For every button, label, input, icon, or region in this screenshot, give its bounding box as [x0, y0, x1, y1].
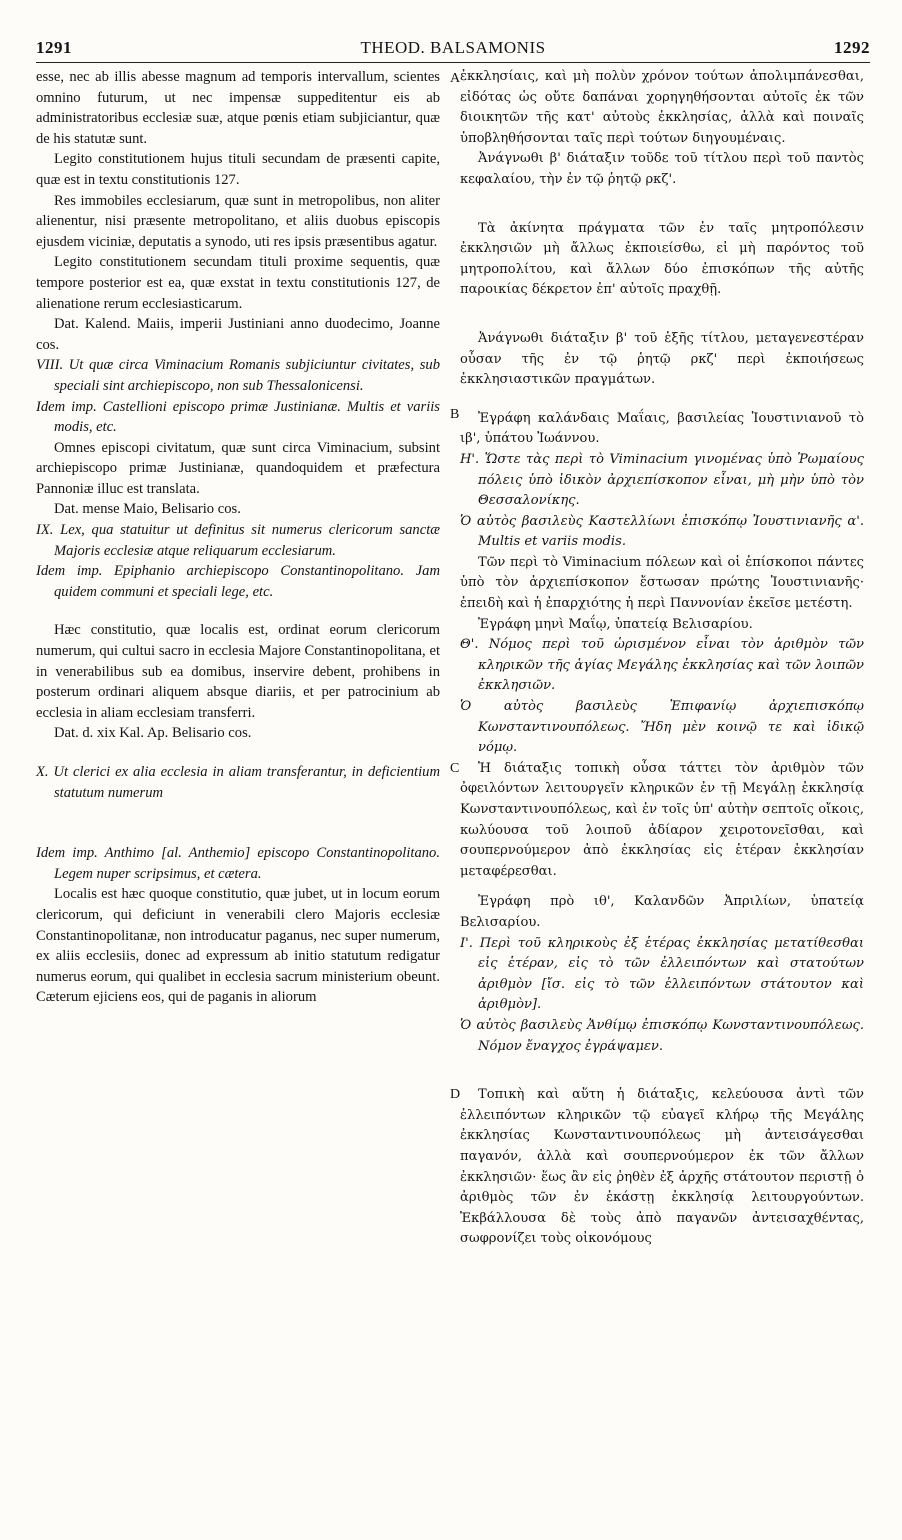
- margin-marker-b: B: [450, 407, 460, 422]
- greek-paragraph: Τῶν περὶ τὸ Viminacium πόλεων καὶ οἱ ἐπίσκοποι πάντες ὑπὸ τὸν ἀρχιεπίσκοπον ἔστωσαν πρώτης Ἰουστινιανῆς· ἐπειδὴ καὶ ἡ ἐπαρχιότης ἡ περὶ Παννονίαν ἐκεῖσε μετέστη.: [460, 554, 864, 612]
- greek-paragraph: Τὰ ἀκίνητα πράγματα τῶν ἐν ταῖς μητροπόλεσιν ἐκκλησιῶν μὴ ἄλλως ἐκποιείσθω, εἰ μὴ παρόντος τοῦ μητροπολίτου, καὶ ἄλλων δύο ἐπισκόπων τῆς αὐτῆς παροικίας δέκρετον ἐπ' αὐτοῖς πραχθῇ.: [460, 220, 864, 298]
- page-number-right: 1292: [834, 38, 870, 57]
- latin-paragraph: Hæc constitutio, quæ localis est, ordinat eorum clericorum numerum, qui cultui sacro in ecclesia Majore Constantinopolitana, et in venerabilibus sub ea domibus, inservire debent, prohibens in posterum ordinari aliquem absque diariis, et per patrocinium ab ecclesia in aliam ecclesiam transferri.: [36, 622, 440, 721]
- greek-paragraph: Ἀνάγνωθι διάταξιν β' τοῦ ἑξῆς τίτλου, μεταγενεστέραν οὖσαν τῆς ἐν τῷ ῥητῷ ρκζ' περὶ ἐκποιήσεως ἐκκλησιαστικῶν πραγμάτων.: [460, 330, 864, 388]
- greek-inscription: Ὁ αὐτὸς βασιλεὺς Ἐπιφανίῳ ἀρχιεπισκόπῳ Κωνσταντινουπόλεως. Ἤδη μὲν κοινῷ τε καὶ ἰδικῷ νόμῳ.: [460, 699, 864, 756]
- greek-inscription: Ὁ αὐτὸς βασιλεὺς Καστελλίωνι ἐπισκόπῳ Ἰουστινιανῆς α'. Multis et variis modis.: [460, 513, 864, 550]
- greek-dating: Ἐγράφη καλάνδαις Μαΐαις, βασιλείας Ἰουστινιανοῦ τὸ ιβ', ὑπάτου Ἰωάννου.: [460, 410, 864, 447]
- latin-paragraph: Localis est hæc quoque constitutio, quæ jubet, ut in locum eorum clericorum, qui deficiunt in venerabili clero Majoris ecclesiæ Constantinopolitanæ, non introducatur paganus, nec super numerum, ex aliis ecclesiis, donec ad expressum ab initio statutum redigatur numerus eorum, qui qualibet in ecclesia sacrum ministerium obeunt. Cæterum ejiciens eos, qui de paganis in aliorum: [36, 886, 440, 1006]
- latin-inscription: Idem imp. Epiphanio archiepiscopo Constantinopolitano. Jam quidem communi et speciali lege, etc.: [36, 563, 440, 600]
- latin-inscription: Idem imp. Castellioni episcopo primæ Justinianæ. Multis et variis modis, etc.: [36, 398, 440, 436]
- latin-dating: Dat. mense Maio, Belisario cos.: [54, 501, 241, 518]
- greek-dating: Ἐγράφη μηνὶ Μαΐῳ, ὑπατείᾳ Βελισαρίου.: [478, 616, 753, 632]
- latin-paragraph: Legito constitutionem secundam tituli proxime sequentis, quæ tempore posterior est ea, quæ exstat in textu constitutionis 127, de alienatione rerum ecclesiasticarum.: [36, 254, 440, 312]
- latin-dating: Dat. Kalend. Maiis, imperii Justiniani anno duodecimo, Joanne cos.: [36, 316, 440, 353]
- greek-column: [460, 67, 864, 1250]
- latin-heading-ix: IX. Lex, qua statuitur ut definitus sit numerus clericorum sanctæ Majoris ecclesiæ atque reliquarum ecclesiarum.: [36, 522, 440, 559]
- latin-heading-viii: VIII. Ut quæ circa Viminacium Romanis subjiciuntur civitates, sub speciali sint archiepiscopo, non sub Thessalonicensi.: [36, 357, 440, 394]
- greek-heading-x: Ι'. Περὶ τοῦ κληρικοὺς ἐξ ἑτέρας ἐκκλησίας μετατίθεσθαι εἰς ἑτέραν, εἰς τὸ τῶν ἐλλειπόντων καὶ στατούτων ἀριθμὸν [ἴσ. εἰς τὸ τῶν ἐλλειπόντων στάτουτον καὶ ἀριθμὸν].: [460, 935, 864, 1013]
- running-title: THEOD. BALSAMONIS: [360, 38, 546, 57]
- latin-paragraph: Legito constitutionem hujus tituli secundam de præsenti capite, quæ est in textu constitutionis 127.: [36, 151, 440, 188]
- latin-heading-x: X. Ut clerici ex alia ecclesia in aliam transferantur, in deficientium statutum numerum: [36, 764, 440, 801]
- margin-marker-a: A: [450, 71, 461, 86]
- greek-paragraph: Ἡ διάταξις τοπικὴ οὖσα τάττει τὸν ἀριθμὸν τῶν ὀφειλόντων λειτουργεῖν κληρικῶν ἐν τῇ Μεγάλῃ ἐκκλησίᾳ Κωνσταντινουπόλεως, καὶ ἐν τοῖς ὑπ' αὐτὴν σεπτοῖς οἴκοις, κωλύουσα τοῦ λοιποῦ ἀδίαρον χειροτονεῖσθαι, καὶ σουπερνούμερον ἀπὸ ἐκκλησίας εἰς ἑτέραν ἐκκλησίαν μεταφέρεσθαι.: [460, 760, 864, 879]
- greek-inscription: Ὁ αὐτὸς βασιλεὺς Ἀνθίμῳ ἐπισκόπῳ Κωνσταντινουπόλεως. Νόμον ἔναγχος ἐγράψαμεν.: [460, 1017, 864, 1054]
- latin-paragraph: esse, nec ab illis abesse magnum ad temporis intervallum, scientes omnino futurum, ut nec impensæ suppeditentur eis ab administratoribus ecclesiæ suæ, atque pœnis etiam subjiciantur, quæ de his statutæ sunt.: [36, 69, 440, 147]
- greek-dating: Ἐγράφη πρὸ ιθ', Καλανδῶν Ἀπριλίων, ὑπατείᾳ Βελισαρίου.: [460, 894, 864, 930]
- latin-paragraph: Res immobiles ecclesiarum, quæ sunt in metropolibus, non aliter alienentur, nisi præsente metropolitano, et aliis duobus episcopis ejusdem viciniæ, deputatis a synodo, uti res ipsis præsentibus agatur.: [36, 192, 440, 250]
- page-number-left: 1291: [36, 38, 72, 57]
- running-header: [36, 36, 870, 63]
- greek-heading-ix: Θ'. Νόμος περὶ τοῦ ὡρισμένον εἶναι τὸν ἀριθμὸν τῶν κληρικῶν τῆς ἁγίας Μεγάλης ἐκκλησίας καὶ τῶν λοιπῶν ἐκκλησιῶν.: [460, 637, 864, 694]
- greek-paragraph: Τοπικὴ καὶ αὕτη ἡ διάταξις, κελεύουσα ἀντὶ τῶν ἐλλειπόντων κληρικῶν τῷ εὐαγεῖ κλήρῳ τῆς Μεγάλης ἐκκλησίας Κωνσταντινουπόλεως μὴ ἀντεισάγεσθαι παγανόν, ἀλλὰ καὶ σουπερνούμερον ἐκ τῶν ἄλλων ἐκκλησιῶν· ἕως ἂν εἰς ῥηθὲν ἐξ ἀρχῆς στάτουτον περιστῇ ὁ ἀριθμὸς τῶν ἐν ἑκάστῃ ἐκκλησίᾳ λειτουργούντων. Ἐκβάλλουσα δὲ τοὺς ἀπὸ παγανῶν ἀντεισαχθέντας, σωφρονίζει τοὺς οἰκονόμους: [460, 1087, 864, 1247]
- greek-heading-viii: Η'. Ὥστε τὰς περὶ τὸ Viminacium γινομένας ὑπὸ Ῥωμαίους πόλεις ὑπὸ ἰδικὸν ἀρχιεπίσκοπον εἶναι, μὴ μὴν ὑπὸ τὸν Θεσσαλονίκης.: [460, 451, 864, 509]
- margin-marker-c: C: [450, 761, 460, 776]
- latin-dating: Dat. d. xix Kal. Ap. Belisario cos.: [54, 725, 252, 742]
- greek-paragraph: Ἀνάγνωθι β' διάταξιν τοῦδε τοῦ τίτλου περὶ τοῦ παντὸς κεφαλαίου, τὴν ἐν τῷ ῥητῷ ρκζ'.: [460, 151, 864, 187]
- margin-marker-d: D: [450, 1087, 461, 1102]
- latin-inscription: Idem imp. Anthimo [al. Anthemio] episcopo Constantinopolitano. Legem nuper scripsimus, et cætera.: [36, 845, 440, 882]
- two-column-body: [36, 67, 870, 1250]
- greek-paragraph: ἐκκλησίαις, καὶ μὴ πολὺν χρόνον τούτων ἀπολιμπάνεσθαι, εἰδότας ὡς οὔτε δαπάναι χορηγηθήσονται αὐτοῖς ἐκ τῶν διοικητῶν τῆς κατ' αὐτοὺς ἐκκλησίας, ἀλλὰ καὶ ποιναῖς ὑποβληθήσονται ταῖς περὶ τούτων διηγουμέναις.: [460, 69, 864, 146]
- latin-column: [36, 67, 440, 1250]
- latin-paragraph: Omnes episcopi civitatum, quæ sunt circa Viminacium, subsint archiepiscopo primæ Justinianæ, quandoquidem et præfectura Pannoniæ illuc est translata.: [36, 439, 440, 497]
